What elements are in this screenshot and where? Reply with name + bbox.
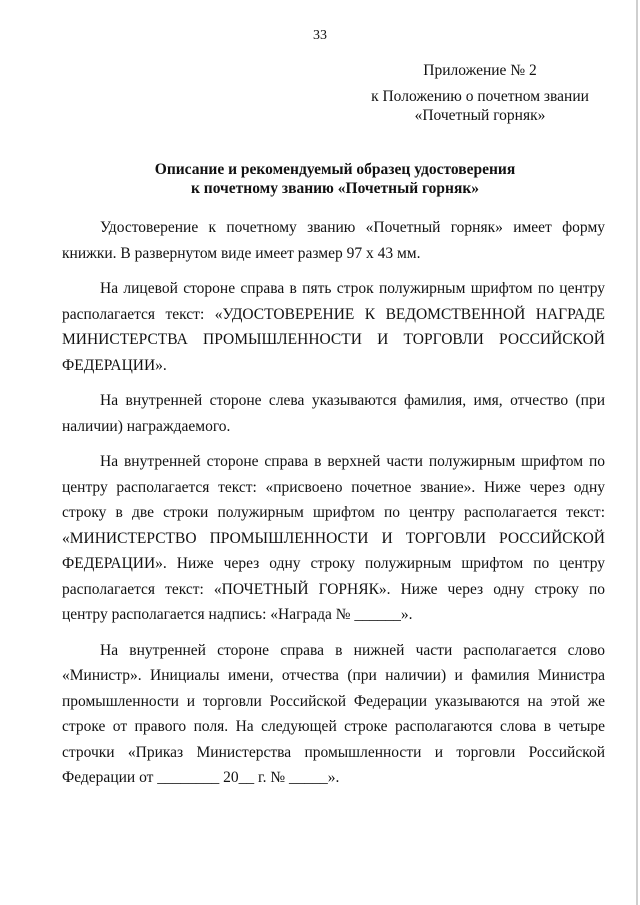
document-title xyxy=(100,160,570,198)
appendix-reference: к Положению о почетном звании xyxy=(371,88,589,105)
document-body xyxy=(62,215,605,801)
page-number: 33 xyxy=(313,28,327,43)
document-title-line-2: к почетному званию «Почетный горняк» xyxy=(190,180,480,197)
paragraph-inner-right-bottom: На внутренней стороне справа в нижней части располагается слово «Министр». Инициалы имени, отчества (при наличии) и фамилия Министра промышленности и торговли Российской Федерации указываются на этой же строке от правого поля. На следующей строке располагаются слова в четыре строчки «Приказ Министерства промышленности и торговли Российской Федерации от ________ 20__ г. № _____». xyxy=(62,641,605,786)
paragraph-front-side: На лицевой стороне справа в пять строк полужирным шрифтом по центру располагается текст: «УДОСТОВЕРЕНИЕ К ВЕДОМСТВЕННОЙ НАГРАДЕ МИНИСТЕРСТВА ПРОМЫШЛЕННОСТИ И ТОРГОВЛИ РОССИЙСКОЙ ФЕДЕРАЦИИ». xyxy=(62,280,605,374)
appendix-number: Приложение № 2 xyxy=(423,62,537,79)
document-title-line-1: Описание и рекомендуемый образец удостоверения xyxy=(154,161,516,178)
paragraph-inner-left: На внутренней стороне слева указываются фамилия, имя, отчество (при наличии) награждаемого. xyxy=(62,392,605,435)
appendix-header xyxy=(360,61,600,125)
paragraph-format: Удостоверение к почетному званию «Почетный горняк» имеет форму книжки. В развернутом виде имеет размер 97 х 43 мм. xyxy=(62,219,605,262)
paragraph-inner-right-top: На внутренней стороне справа в верхней части полужирным шрифтом по центру располагается текст: «присвоено почетное звание». Ниже через одну строку в две строки полужирным шрифтом по центру располагается текст: «МИНИСТЕРСТВО ПРОМЫШЛЕННОСТИ И ТОРГОВЛИ РОССИЙСКОЙ ФЕДЕРАЦИИ». Ниже через одну строку полужирным шрифтом по центру располагается текст: «ПОЧЕТНЫЙ ГОРНЯК». Ниже через одну строку по центру располагается надпись: «Награда № ______». xyxy=(62,453,605,623)
page-edge xyxy=(636,0,638,905)
appendix-reference-title: «Почетный горняк» xyxy=(414,107,546,124)
